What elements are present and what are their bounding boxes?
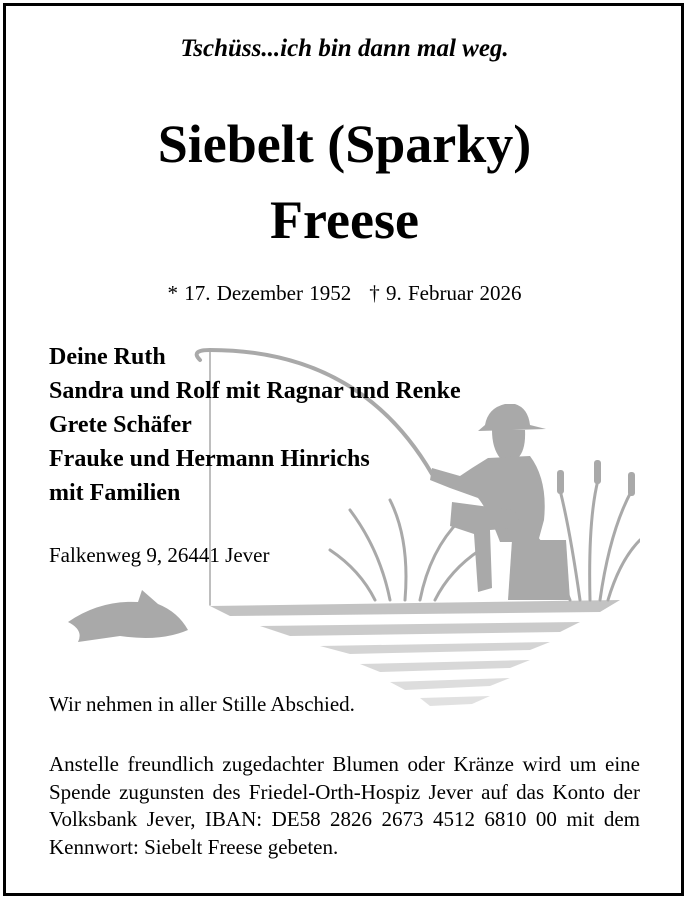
death-date: † 9. Februar 2026: [369, 281, 522, 305]
birth-date: * 17. Dezember 1952: [167, 281, 352, 305]
mourners-list: [49, 340, 461, 510]
mourner-line: Sandra und Rolf mit Ragnar und Renke: [49, 378, 461, 404]
address: Falkenweg 9, 26441 Jever: [49, 543, 270, 567]
mourner-line: Grete Schäfer: [49, 412, 192, 438]
deceased-name-line-2: Freese: [270, 190, 419, 250]
mourner-line: Frauke und Hermann Hinrichs: [49, 446, 370, 472]
motto-line: Tschüss...ich bin dann mal weg.: [180, 35, 509, 62]
mourner-line: mit Familien: [49, 480, 181, 506]
farewell-text: Wir nehmen in aller Stille Abschied.: [49, 692, 355, 716]
mourner-line: Deine Ruth: [49, 344, 166, 370]
deceased-name-line-1: Siebelt (Sparky): [157, 114, 532, 174]
donation-notice: Anstelle freundlich zugedachter Blumen oder Kränze wird um eine Spende zugunsten des Friedel-Orth-Hospiz Jever auf das Konto der Volksbank Jever, IBAN: DE58 2826 2673 4512 6810 00 mit dem Kennwort: Siebelt Freese gebeten.: [49, 752, 640, 859]
life-dates: [0, 281, 689, 306]
